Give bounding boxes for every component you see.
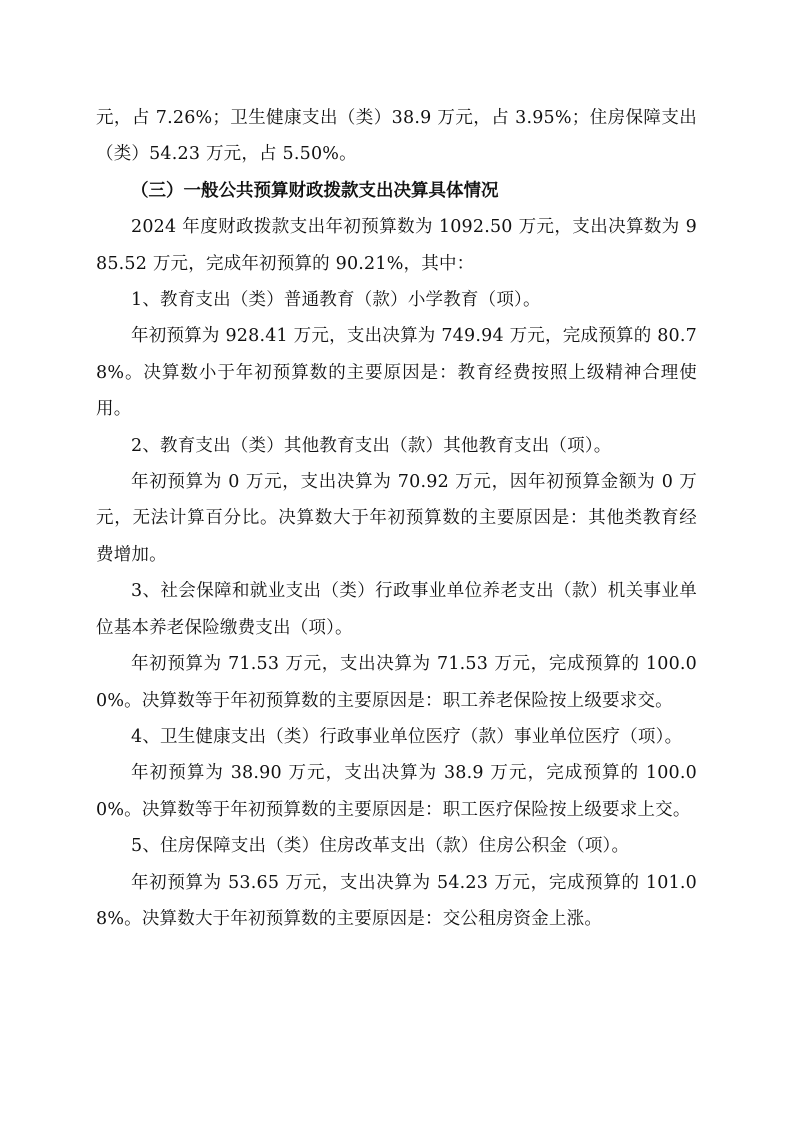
- item-title-primary-education: 1、教育支出（类）普通教育（款）小学教育（项）。: [131, 290, 541, 311]
- item-title-other-education: 2、教育支出（类）其他教育支出（款）其他教育支出（项）。: [131, 435, 612, 456]
- paragraph-expenditure-shares-continued: 元，占 7.26%；卫生健康支出（类）38.9 万元，占 3.95%；住房保障支出（类）54.23 万元，占 5.50%。: [96, 108, 697, 165]
- paragraph-other-education-detail: 年初预算为 0 万元，支出决算为 70.92 万元，因年初预算金额为 0 万元，无法计算百分比。决算数大于年初预算数的主要原因是：其他类教育经费增加。: [96, 472, 697, 565]
- paragraph-budget-overview: 2024 年度财政拨款支出年初预算数为 1092.50 万元，支出决算数为 985.52 万元，完成年初预算的 90.21%，其中：: [96, 217, 697, 274]
- paragraph-primary-education-detail: 年初预算为 928.41 万元，支出决算为 749.94 万元，完成预算的 80.78%。决算数小于年初预算数的主要原因是：教育经费按照上级精神合理使用。: [96, 326, 697, 420]
- paragraph-housing-fund-detail: 年初预算为 53.65 万元，支出决算为 54.23 万元，完成预算的 101.08%。决算数大于年初预算数的主要原因是：交公租房资金上涨。: [96, 872, 697, 929]
- item-title-medical-insurance: 4、卫生健康支出（类）行政事业单位医疗（款）事业单位医疗（项）。: [131, 726, 683, 747]
- paragraph-pension-insurance-detail: 年初预算为 71.53 万元，支出决算为 71.53 万元，完成预算的 100.00%。决算数等于年初预算数的主要原因是：职工养老保险按上级要求交。: [96, 654, 697, 711]
- item-title-pension-insurance: 3、社会保障和就业支出（类）行政事业单位养老支出（款）机关事业单位基本养老保险缴费支出（项）。: [96, 581, 697, 638]
- item-title-housing-fund: 5、住房保障支出（类）住房改革支出（款）住房公积金（项）。: [131, 836, 630, 857]
- paragraph-medical-insurance-detail: 年初预算为 38.90 万元，支出决算为 38.9 万元，完成预算的 100.00%。决算数等于年初预算数的主要原因是：职工医疗保险按上级要求上交。: [96, 763, 697, 820]
- section-heading-general-budget-details: （三）一般公共预算财政拨款支出决算具体情况: [131, 180, 499, 201]
